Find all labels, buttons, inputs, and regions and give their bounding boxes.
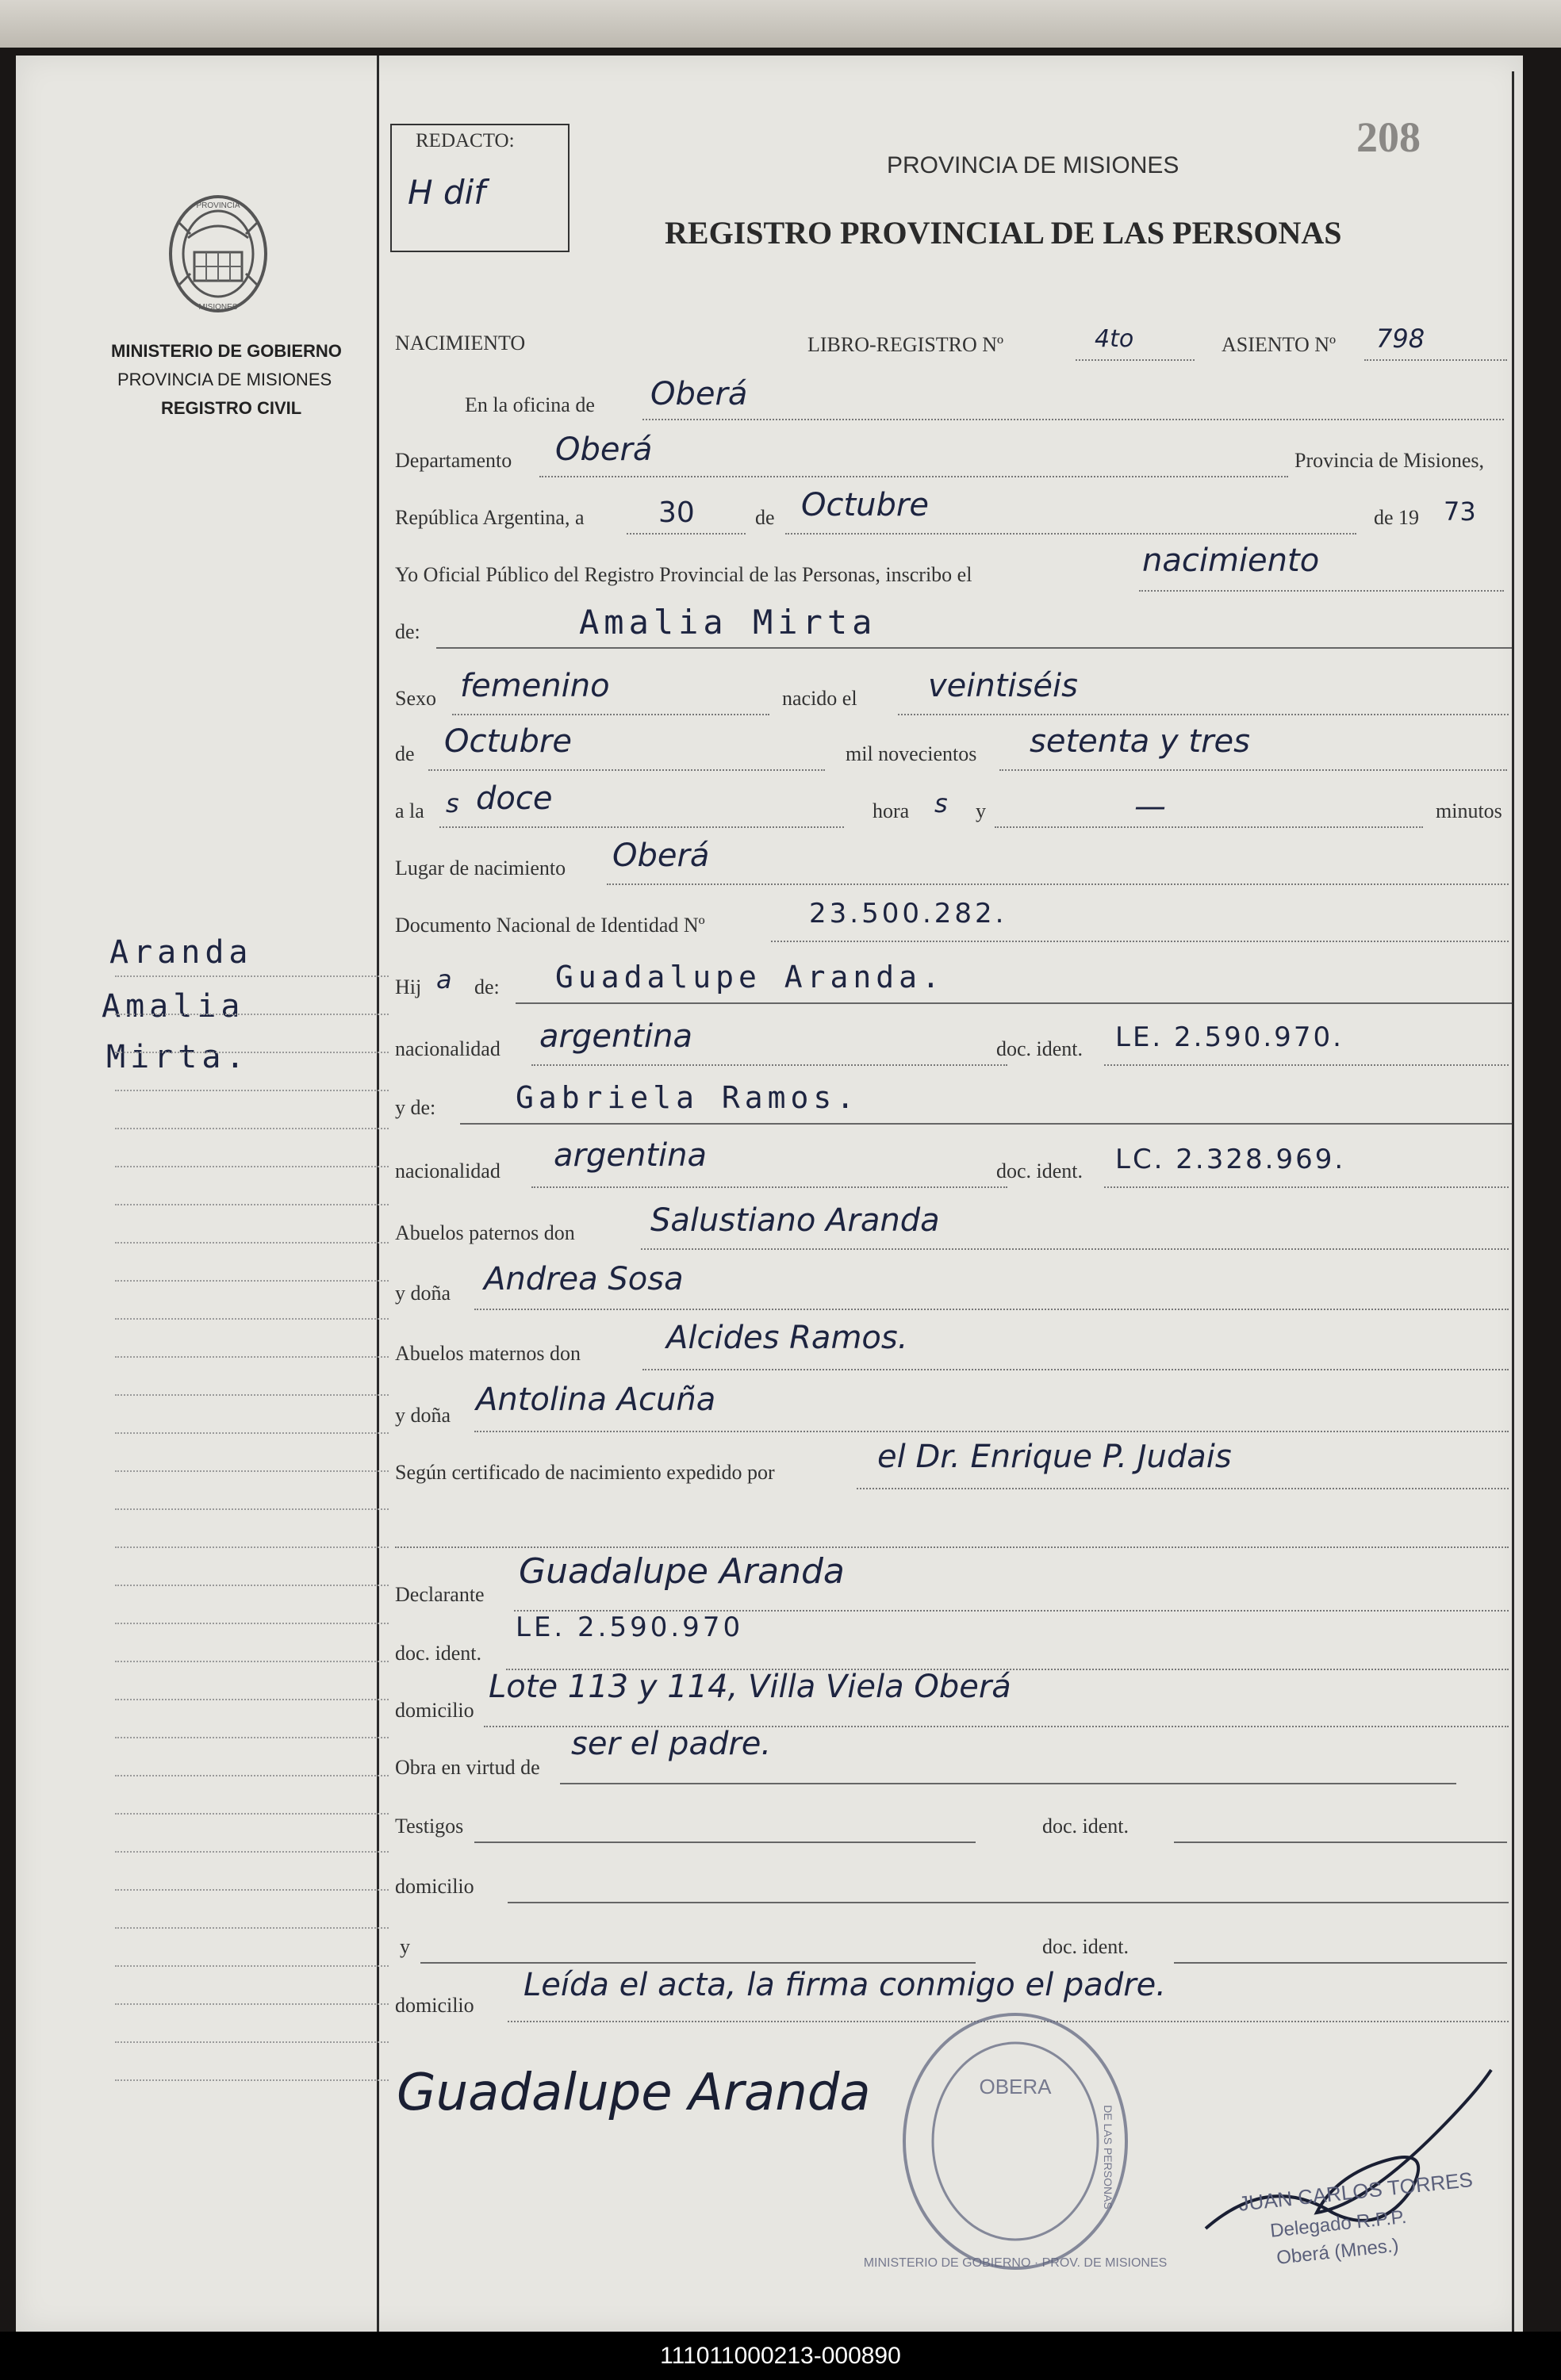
testigos-label: Testigos: [395, 1815, 464, 1838]
abuelo-pat-value: Salustiano Aranda: [650, 1202, 940, 1239]
redacto-label: REDACTO:: [416, 130, 515, 151]
y2-doc-line: [1174, 1962, 1507, 1964]
obra-label: Obra en virtud de: [395, 1756, 540, 1779]
obra-line: [560, 1783, 1456, 1784]
sexo-value: femenino: [460, 668, 610, 704]
seal-top-text: PROVINCIA: [196, 201, 240, 210]
testigos-line: [474, 1842, 976, 1843]
nacido-value: veintiséis: [928, 668, 1078, 704]
domicilio3-value: Leída el acta, la firma conmigo el padre.: [524, 1967, 1166, 2003]
mother-nat-label: nacionalidad: [395, 1159, 501, 1182]
minutes-line: [995, 826, 1423, 828]
declarant-signature: Guadalupe Aranda: [397, 2064, 871, 2122]
father-nat-line: [531, 1064, 1007, 1066]
father-doc-line: [1104, 1064, 1509, 1066]
mother-doc-value: LC. 2.328.969.: [1115, 1144, 1346, 1175]
margin-ruled-line: [115, 1014, 389, 1016]
minutes-value: —: [1134, 788, 1166, 825]
hij-de-label: de:: [474, 975, 500, 998]
nacido-line: [898, 714, 1509, 715]
birth-year-value: setenta y tres: [1030, 723, 1250, 760]
domicilio2-label: domicilio: [395, 1875, 474, 1898]
hij-a: a: [436, 964, 452, 995]
mother-line: [460, 1123, 1512, 1125]
lugar-line: [607, 883, 1509, 885]
margin-ruled-line: [115, 1889, 389, 1891]
declarante-value: Guadalupe Aranda: [519, 1551, 845, 1592]
margin-ruled-line: [115, 1927, 389, 1930]
y-label: y: [976, 799, 986, 822]
certificado-label: Según certificado de nacimiento expedido por: [395, 1461, 775, 1484]
de-colon-label: de:: [395, 620, 420, 643]
margin-ruled-line: [115, 1737, 389, 1739]
margin-ruled-line: [115, 1508, 389, 1511]
testigos-doc-line: [1174, 1842, 1507, 1843]
day-line: [627, 533, 746, 535]
dni-line: [771, 941, 1509, 942]
seal-bottom-text: MISIONES: [198, 303, 238, 312]
right-border: [1512, 71, 1514, 2332]
horas-label: hora: [873, 799, 910, 822]
birth-year-line: [999, 769, 1507, 771]
margin-ruled-line: [115, 2041, 389, 2044]
officer-title: Delegado R.P.P.: [1269, 2206, 1408, 2242]
abuela-pat-value: Andrea Sosa: [484, 1261, 684, 1297]
margin-ruled-line: [115, 1356, 389, 1359]
libro-line: [1076, 359, 1195, 361]
margin-ruled-line: [115, 1318, 389, 1320]
margin-ruled-line: [115, 1813, 389, 1815]
libro-label: LIBRO-REGISTRO Nº: [807, 333, 1004, 356]
abuela-pat-label: y doña: [395, 1282, 451, 1305]
mother-nat-value: argentina: [554, 1137, 707, 1174]
abuela-mat-label: y doña: [395, 1404, 451, 1427]
father-nat-label: nacionalidad: [395, 1037, 501, 1060]
domicilio-label: domicilio: [395, 1699, 474, 1722]
officer-name: JUAN CARLOS TORRES: [1237, 2167, 1475, 2216]
officer-place: Oberá (Mnes.): [1275, 2234, 1400, 2269]
margin-note-line1: Aranda: [109, 934, 253, 971]
day-value: 30: [658, 496, 695, 529]
name-line: [436, 647, 1512, 649]
libro-value: 4to: [1095, 325, 1134, 353]
record-type-label: NACIMIENTO: [395, 332, 526, 355]
oficina-line: [642, 419, 1504, 420]
oficina-label: En la oficina de: [465, 393, 595, 416]
province-heading: PROVINCIA DE MISIONES: [887, 152, 1179, 178]
hour-value: doce: [476, 780, 553, 817]
certificado-value: el Dr. Enrique P. Judais: [877, 1439, 1232, 1475]
abuelo-mat-value: Alcides Ramos.: [666, 1320, 908, 1356]
birth-month-value: Octubre: [444, 723, 572, 760]
asiento-value: 798: [1376, 324, 1425, 354]
father-doc-label: doc. ident.: [996, 1037, 1083, 1060]
obra-value: ser el padre.: [571, 1726, 772, 1762]
y2-label: y: [400, 1935, 410, 1958]
margin-ruled-line: [115, 1585, 389, 1587]
margin-ruled-line: [115, 2003, 389, 2006]
margin-ruled-line: [115, 1775, 389, 1777]
margin-ruled-line: [115, 1090, 389, 1092]
stamp-ring-text: MINISTERIO DE GOBIERNO · PROV. DE MISIONES: [863, 2256, 1168, 2270]
lugar-value: Oberá: [612, 837, 710, 874]
father-nat-value: argentina: [539, 1018, 692, 1055]
abuela-mat-line: [474, 1431, 1509, 1432]
margin-ruled-line: [115, 1128, 389, 1130]
margin-ruled-line: [115, 1242, 389, 1244]
departamento-value: Oberá: [555, 431, 653, 468]
mother-nat-line: [531, 1186, 1007, 1188]
year-value: 73: [1444, 496, 1476, 527]
y2-line: [420, 1962, 976, 1964]
month-line: [785, 533, 1356, 535]
mother-label: y de:: [395, 1096, 436, 1119]
ministry-line3: REGISTRO CIVIL: [161, 398, 302, 418]
dni-label: Documento Nacional de Identidad Nº: [395, 914, 705, 937]
provincia-label: Provincia de Misiones,: [1294, 449, 1485, 472]
republica-label: República Argentina, a: [395, 506, 585, 529]
certificado-line-2: [395, 1546, 1509, 1548]
year-prefix: de 19: [1374, 506, 1420, 529]
book-edge: [0, 0, 1561, 48]
stamp-center-text: OBERA: [979, 2075, 1052, 2098]
page-number: 208: [1356, 113, 1421, 161]
ala-s: s: [446, 788, 459, 818]
margin-ruled-line: [115, 1699, 389, 1701]
margin-ruled-line: [115, 1965, 389, 1968]
departamento-line: [539, 476, 1288, 477]
official-stamp: [863, 1999, 1168, 2284]
domicilio-value: Lote 113 y 114, Villa Viela Oberá: [489, 1669, 1011, 1705]
asiento-label: ASIENTO Nº: [1222, 333, 1337, 356]
declarante-label: Declarante: [395, 1583, 485, 1606]
margin-ruled-line: [115, 1052, 389, 1054]
redacto-box: [390, 124, 570, 252]
sexo-line: [452, 714, 769, 715]
abuelos-pat-label: Abuelos paternos don: [395, 1221, 575, 1244]
mother-doc-line: [1104, 1186, 1509, 1188]
certificado-line: [857, 1488, 1509, 1489]
archive-footer: [0, 2332, 1561, 2380]
redacto-value: H dif: [408, 173, 486, 212]
dni-value: 23.500.282.: [809, 898, 1007, 929]
month-value: Octubre: [801, 487, 929, 523]
margin-ruled-line: [115, 1851, 389, 1853]
asiento-line: [1364, 359, 1507, 361]
margin-ruled-line: [115, 1661, 389, 1663]
abuelo-pat-line: [641, 1248, 1509, 1250]
nacido-label: nacido el: [782, 687, 857, 710]
margin-ruled-line: [115, 1394, 389, 1397]
archive-id: 111011000213-000890: [660, 2343, 901, 2369]
inscribo-value: nacimiento: [1142, 542, 1320, 579]
abuelos-mat-label: Abuelos maternos don: [395, 1342, 581, 1365]
father-value: Guadalupe Aranda.: [555, 960, 945, 995]
inscribo-line: [1139, 590, 1504, 592]
child-name-value: Amalia Mirta: [579, 603, 877, 642]
father-line: [516, 1002, 1512, 1004]
abuela-pat-line: [474, 1309, 1509, 1310]
coat-of-arms-icon: [163, 190, 274, 317]
margin-ruled-line: [115, 1470, 389, 1473]
father-doc-value: LE. 2.590.970.: [1115, 1021, 1344, 1053]
oficina-value: Oberá: [650, 376, 748, 412]
testigos-doc-label: doc. ident.: [1042, 1815, 1130, 1838]
y2-doc-label: doc. ident.: [1042, 1935, 1130, 1958]
hour-line: [439, 826, 844, 828]
ala-label: a la: [395, 799, 424, 822]
de2-label: de: [395, 742, 415, 765]
margin-ruled-line: [115, 1623, 389, 1625]
decl-doc-value: LE. 2.590.970: [516, 1612, 744, 1643]
margin-ruled-line: [115, 1280, 389, 1282]
margin-ruled-line: [115, 1432, 389, 1435]
lugar-label: Lugar de nacimiento: [395, 857, 566, 880]
registry-title: REGISTRO PROVINCIAL DE LAS PERSONAS: [665, 215, 1342, 251]
left-column-divider: [377, 56, 379, 2332]
stamp-side-text: DE LAS PERSONAS: [1102, 2105, 1114, 2209]
sexo-label: Sexo: [395, 687, 436, 710]
margin-note-line3: Mirta.: [106, 1039, 250, 1075]
hij-label: Hij: [395, 975, 422, 998]
mil-label: mil novecientos: [846, 742, 977, 765]
mother-value: Gabriela Ramos.: [516, 1080, 860, 1115]
decl-doc-label: doc. ident.: [395, 1642, 482, 1665]
de-label: de: [755, 506, 775, 529]
departamento-label: Departamento: [395, 449, 512, 472]
margin-ruled-line: [115, 1166, 389, 1168]
birth-month-line: [428, 769, 825, 771]
ministry-line1: MINISTERIO DE GOBIERNO: [111, 341, 342, 361]
horas-s: s: [934, 788, 948, 818]
abuela-mat-value: Antolina Acuña: [476, 1382, 716, 1418]
margin-ruled-line: [115, 1204, 389, 1206]
document-page: [16, 56, 1523, 2332]
inscribo-label: Yo Oficial Público del Registro Provincial de las Personas, inscribo el: [395, 563, 972, 586]
ministry-line2: PROVINCIA DE MISIONES: [117, 370, 332, 389]
mother-doc-label: doc. ident.: [996, 1159, 1083, 1182]
margin-ruled-line: [115, 1546, 389, 1549]
margin-ruled-line: [115, 2079, 389, 2082]
domicilio3-label: domicilio: [395, 1994, 474, 2017]
domicilio2-line: [508, 1902, 1509, 1903]
margin-note-line2: Amalia: [102, 988, 245, 1025]
margin-ruled-line: [115, 975, 389, 978]
abuelo-mat-line: [642, 1369, 1509, 1370]
minutos-label: minutos: [1436, 799, 1502, 822]
